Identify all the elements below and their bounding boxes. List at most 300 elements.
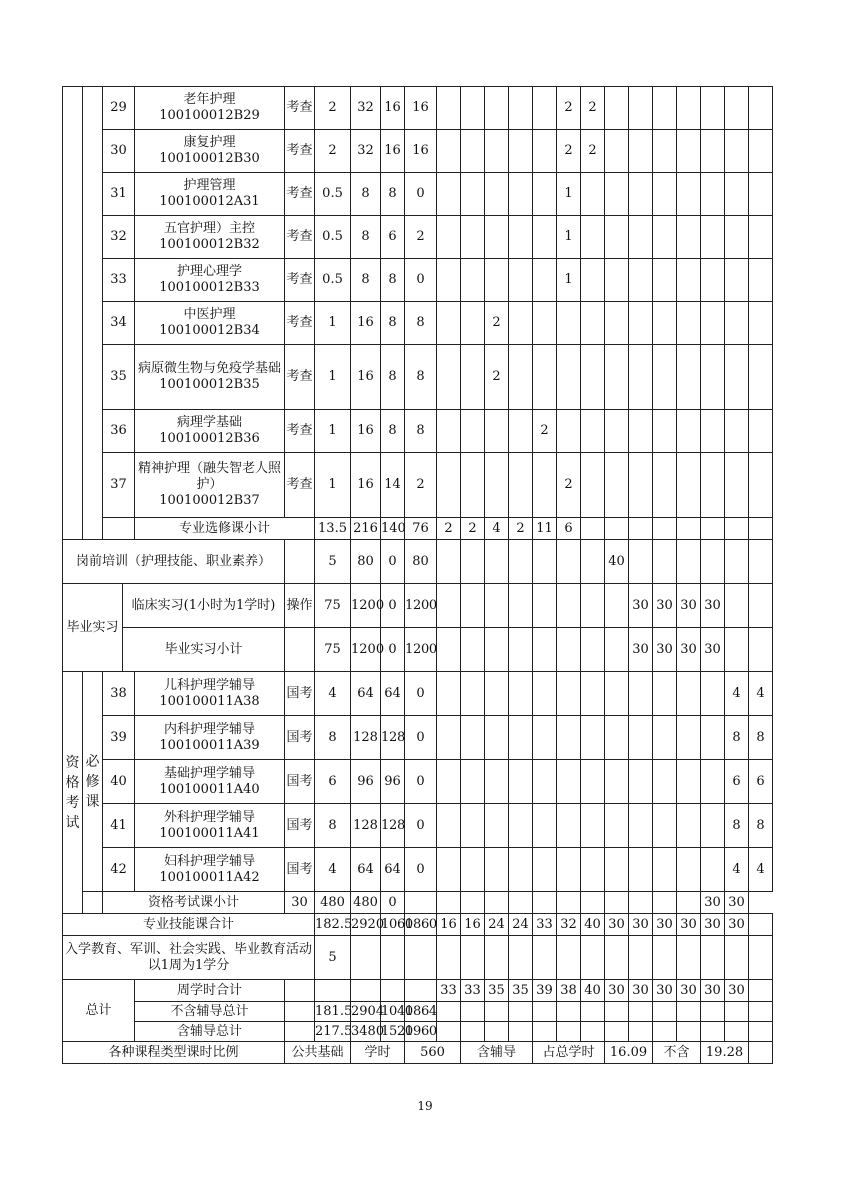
blank-cell [629,936,653,980]
seq-cell: 41 [103,804,135,848]
theory-cell: 64 [381,848,405,892]
blank-cell [285,540,315,584]
semester-cell [701,130,725,173]
semester-cell [701,672,725,716]
credit-cell: 0.5 [315,173,351,216]
semester-cell [701,87,725,130]
semester-cell [461,216,485,259]
hours-cell: 16 [351,410,381,453]
semester-cell [485,410,509,453]
semester-cell: 30 [653,914,677,936]
blank-cell [701,936,725,980]
semester-cell: 6 [725,760,749,804]
blank-cell [437,936,461,980]
blank-cell [461,1022,485,1042]
ratio-without: 19.28 [701,1042,749,1064]
semester-cell [749,453,773,518]
credit-cell: 217.5 [315,1022,351,1042]
credit-cell: 1 [315,302,351,345]
semester-cell [677,672,701,716]
semester-cell [485,216,509,259]
semester-cell [725,173,749,216]
semester-cell [653,345,677,410]
semester-cell [629,518,653,540]
semester-cell: 4 [725,672,749,716]
semester-cell [581,892,605,914]
semester-cell: 30 [701,892,725,914]
hours-cell: 80 [351,540,381,584]
semester-cell [653,540,677,584]
seq-cell: 38 [103,672,135,716]
semester-cell [557,892,581,914]
semester-cell [485,848,509,892]
blank-cell [629,1002,653,1022]
blank-cell [381,980,405,1002]
semester-cell: 2 [533,410,557,453]
course-name-cell [135,672,285,716]
semester-cell [749,584,773,628]
course-name: 内科护理学辅导 [164,721,256,737]
semester-cell: 30 [677,980,701,1002]
semester-cell [725,584,749,628]
blank-cell [581,936,605,980]
semester-cell [629,87,653,130]
semester-cell [701,848,725,892]
orientation-label: 入学教育、军训、社会实践、毕业教育活动以1周为1学分 [63,936,315,980]
credit-cell: 4 [315,848,351,892]
practice-cell: 0 [405,848,437,892]
theory-cell: 8 [381,345,405,410]
assess-cell: 国考 [285,672,315,716]
semester-cell [581,259,605,302]
hours-cell: 3480 [351,1022,381,1042]
theory-cell: 8 [381,173,405,216]
semester-cell [485,259,509,302]
semester-cell [701,259,725,302]
semester-cell: 30 [701,628,725,672]
semester-cell [437,259,461,302]
semester-cell [461,584,485,628]
semester-cell: 4 [749,672,773,716]
semester-cell [653,410,677,453]
course-name: 儿科护理学辅导 [164,677,256,693]
semester-cell [533,302,557,345]
blank-cell [677,1022,701,1042]
semester-cell [509,892,533,914]
semester-cell [557,345,581,410]
blank-cell [701,1022,725,1042]
semester-cell [485,672,509,716]
assess-cell: 考查 [285,173,315,216]
semester-cell [581,540,605,584]
course-name-cell [135,216,285,259]
credit-cell: 8 [315,716,351,760]
semester-cell [437,130,461,173]
semester-cell [557,848,581,892]
elective-subtotal-label: 专业选修课小计 [135,518,315,540]
semester-cell: 4 [485,518,509,540]
semester-cell [461,130,485,173]
semester-cell [629,760,653,804]
semester-cell [653,173,677,216]
hours-cell: 8 [351,173,381,216]
semester-cell [653,804,677,848]
credit-cell: 75 [315,584,351,628]
semester-cell [749,914,773,936]
semester-cell [581,804,605,848]
semester-cell [677,518,701,540]
semester-cell: 2 [485,302,509,345]
assess-cell: 考查 [285,87,315,130]
semester-cell [557,760,581,804]
semester-cell [509,87,533,130]
credit-cell: 0.5 [315,259,351,302]
semester-cell: 40 [581,980,605,1002]
blank-cell [749,936,773,980]
semester-cell [437,453,461,518]
semester-cell [725,518,749,540]
semester-cell [629,259,653,302]
theory-cell: 140 [381,518,405,540]
semester-cell [557,672,581,716]
exam-sub-label [83,672,103,892]
course-code: 100100011A39 [159,737,260,753]
semester-cell [725,345,749,410]
theory-cell: 0 [381,584,405,628]
blank-cell [381,936,405,980]
semester-cell [629,130,653,173]
theory-cell: 128 [381,804,405,848]
theory-cell: 128 [381,716,405,760]
credit-cell: 1 [315,345,351,410]
semester-cell [677,259,701,302]
course-name: 老年护理 [183,92,236,107]
blank-cell [437,1002,461,1022]
semester-cell: 24 [485,914,509,936]
semester-cell [701,540,725,584]
course-code: 100100011A41 [159,825,260,841]
semester-cell [629,216,653,259]
semester-cell [461,410,485,453]
semester-cell [581,672,605,716]
theory-cell: 16 [381,130,405,173]
theory-cell: 16 [381,87,405,130]
semester-cell: 40 [581,914,605,936]
semester-cell [653,302,677,345]
semester-cell [725,216,749,259]
blank-cell [405,980,437,1002]
assess-cell: 考查 [285,345,315,410]
semester-cell [629,453,653,518]
hours-cell: 1200 [351,584,381,628]
semester-cell: 30 [653,628,677,672]
practice-cell: 0 [405,173,437,216]
theory-cell: 0 [381,628,405,672]
semester-cell [629,804,653,848]
semester-cell [749,302,773,345]
semester-cell [605,453,629,518]
semester-cell [629,345,653,410]
semester-cell [677,453,701,518]
semester-cell: 30 [605,914,629,936]
theory-cell: 1520 [381,1022,405,1042]
semester-cell: 35 [485,980,509,1002]
semester-cell [749,130,773,173]
seq-cell: 35 [103,345,135,410]
blank-cell [557,936,581,980]
seq-cell: 33 [103,259,135,302]
semester-cell [749,345,773,410]
theory-cell: 8 [381,302,405,345]
assess-cell: 操作 [285,584,315,628]
blank-cell [701,1002,725,1022]
semester-cell [605,716,629,760]
semester-cell [461,173,485,216]
semester-cell [701,760,725,804]
semester-cell [405,892,437,914]
credit-cell: 8 [315,804,351,848]
semester-cell [581,760,605,804]
hours-cell: 16 [351,302,381,345]
semester-cell: 38 [557,980,581,1002]
semester-cell [581,302,605,345]
no-tutoring-label: 不含辅导总计 [135,1002,285,1022]
semester-cell [581,716,605,760]
hours-cell: 2920 [351,914,381,936]
semester-cell [605,584,629,628]
hours-cell: 480 [315,892,351,914]
course-code: 100100012B37 [159,493,260,508]
course-name: 护理管理 [183,178,236,193]
semester-cell [533,760,557,804]
blank-cell [653,936,677,980]
course-code: 100100011A40 [159,781,260,797]
semester-cell [605,173,629,216]
theory-cell: 64 [381,672,405,716]
semester-cell [437,87,461,130]
semester-cell: 2 [557,87,581,130]
blank-cell [461,1002,485,1022]
semester-cell [701,804,725,848]
semester-cell [749,540,773,584]
course-name: 基础护理学辅导 [164,765,256,781]
semester-cell [437,345,461,410]
semester-cell: 6 [557,518,581,540]
semester-cell [605,259,629,302]
course-code: 100100011A42 [159,869,260,885]
theory-cell: 0 [381,540,405,584]
semester-cell [725,628,749,672]
course-code: 100100012B36 [159,431,260,446]
semester-cell: 16 [437,914,461,936]
credit-cell: 2 [315,87,351,130]
hours-cell: 64 [351,848,381,892]
semester-cell [509,410,533,453]
semester-cell: 30 [629,980,653,1002]
ratio-with-label: 含辅导 [461,1042,533,1064]
semester-cell [581,584,605,628]
theory-cell: 480 [351,892,381,914]
ratio-share: 16.09 [605,1042,653,1064]
semester-cell [581,848,605,892]
assess-cell: 考查 [285,302,315,345]
blank-cell [83,892,103,914]
theory-cell: 1040 [381,1002,405,1022]
semester-cell [437,760,461,804]
semester-cell: 33 [533,914,557,936]
semester-cell [749,980,773,1002]
semester-cell [605,848,629,892]
semester-cell [533,848,557,892]
blank-cell [605,936,629,980]
semester-cell: 4 [725,848,749,892]
semester-cell: 2 [437,518,461,540]
semester-cell [557,410,581,453]
theory-cell: 8 [381,410,405,453]
course-name: 妇科护理学辅导 [164,853,256,869]
semester-cell [653,672,677,716]
exam-subtotal-label: 资格考试课小计 [103,892,285,914]
semester-cell [533,216,557,259]
course-name: 外科护理学辅导 [164,809,256,825]
semester-cell: 33 [461,980,485,1002]
semester-cell: 24 [509,914,533,936]
credit-cell: 1 [315,410,351,453]
course-name: 五官护理）主控 [164,221,256,236]
semester-cell [629,716,653,760]
assess-cell: 考查 [285,259,315,302]
blank-cell [485,1002,509,1022]
exam-group-text: 资格考试 [65,754,80,831]
semester-cell [461,848,485,892]
blank-cell [533,1022,557,1042]
semester-cell [701,345,725,410]
semester-cell: 2 [581,130,605,173]
semester-cell [533,584,557,628]
semester-cell: 32 [557,914,581,936]
theory-cell: 8 [381,259,405,302]
course-code: 100100012B29 [159,108,260,123]
blank-cell [557,1022,581,1042]
practice-cell: 1960 [405,1022,437,1042]
credit-cell: 181.5 [315,1002,351,1022]
ratio-hours: 560 [405,1042,461,1064]
seq-cell: 29 [103,87,135,130]
assess-cell: 考查 [285,410,315,453]
practice-cell: 1864 [405,1002,437,1022]
semester-cell [461,87,485,130]
semester-cell [533,345,557,410]
semester-cell [749,87,773,130]
semester-cell [437,848,461,892]
semester-cell [485,716,509,760]
hours-cell: 2904 [351,1002,381,1022]
blank-cell [653,1022,677,1042]
semester-cell: 16 [461,914,485,936]
semester-cell [605,628,629,672]
semester-cell [677,87,701,130]
semester-cell: 35 [509,980,533,1002]
course-name-cell [135,848,285,892]
course-name-cell [135,130,285,173]
course-code: 100100011A38 [159,693,260,709]
semester-cell [581,410,605,453]
semester-cell: 2 [485,345,509,410]
blank-cell [285,1022,315,1042]
semester-cell [437,540,461,584]
semester-cell [485,804,509,848]
theory-cell: 6 [381,216,405,259]
theory-cell: 1060 [381,914,405,936]
semester-cell [605,87,629,130]
ratio-type: 公共基础 [285,1042,351,1064]
seq-cell: 37 [103,453,135,518]
semester-cell [605,672,629,716]
semester-cell [653,760,677,804]
semester-cell [701,410,725,453]
semester-cell [629,848,653,892]
practice-cell: 0 [405,760,437,804]
practice-cell: 1860 [405,914,437,936]
course-name-cell [135,87,285,130]
semester-cell [509,848,533,892]
semester-cell: 8 [725,716,749,760]
semester-cell [605,410,629,453]
hours-cell: 96 [351,760,381,804]
semester-cell [629,672,653,716]
seq-cell: 42 [103,848,135,892]
assess-cell: 考查 [285,130,315,173]
semester-cell [533,173,557,216]
blank-cell [533,936,557,980]
practice-cell: 0 [405,716,437,760]
semester-cell [581,345,605,410]
semester-cell [557,540,581,584]
course-name-cell [135,716,285,760]
semester-cell [533,453,557,518]
semester-cell [461,259,485,302]
semester-cell: 30 [629,914,653,936]
credit-cell: 182.5 [315,914,351,936]
semester-cell [509,716,533,760]
credit-cell: 75 [315,628,351,672]
semester-cell: 30 [629,584,653,628]
practice-cell: 8 [405,410,437,453]
hours-cell: 1200 [351,628,381,672]
course-name-cell [135,259,285,302]
blank-cell [437,1022,461,1042]
blank-cell [677,936,701,980]
credit-cell: 30 [285,892,315,914]
semester-cell [509,760,533,804]
course-name: 护理心理学 [177,264,243,279]
semester-cell [725,453,749,518]
course-name: 病原微生物与免疫学基础 [138,361,282,376]
semester-cell [701,173,725,216]
semester-cell [461,760,485,804]
assess-cell: 国考 [285,848,315,892]
blank-cell [749,1002,773,1022]
semester-cell [509,804,533,848]
semester-cell [677,540,701,584]
semester-cell: 30 [653,980,677,1002]
practice-cell: 0 [405,672,437,716]
semester-cell [509,173,533,216]
semester-cell [725,410,749,453]
semester-cell [677,848,701,892]
semester-cell: 30 [701,914,725,936]
semester-cell [701,453,725,518]
